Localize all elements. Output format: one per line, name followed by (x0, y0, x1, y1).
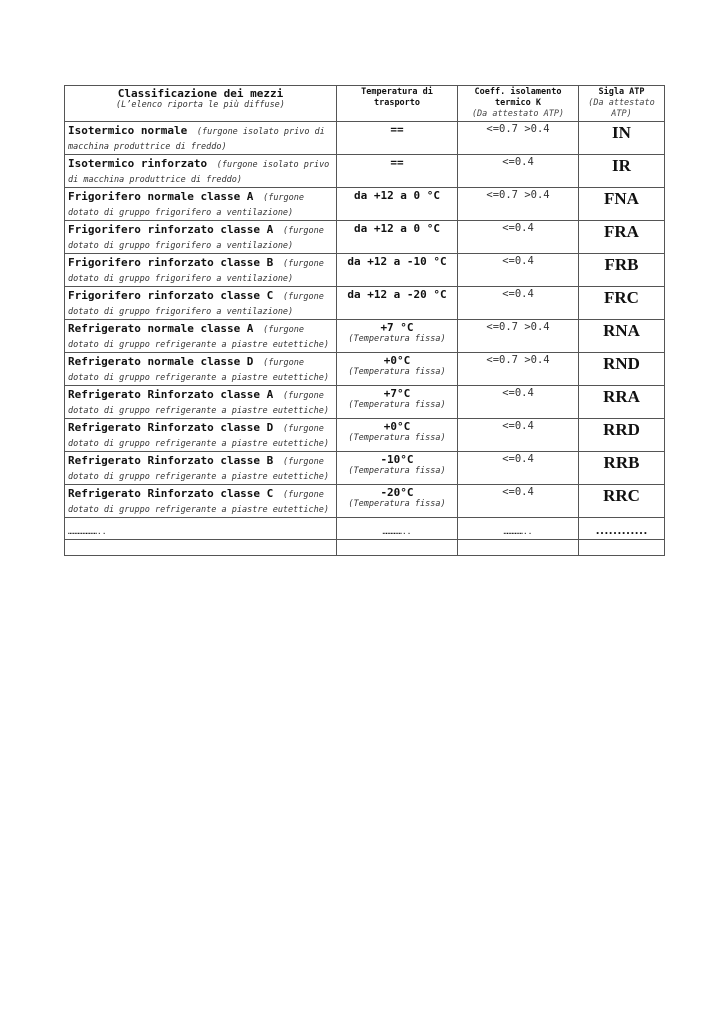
table-row (65, 122, 665, 155)
cell-coefficient (458, 221, 579, 254)
cell-classification (65, 419, 337, 452)
class-description: (furgone dotato di gruppo frigorifero a ventilazione) (68, 193, 305, 218)
class-name: Frigorifero rinforzato classe A (68, 223, 274, 236)
class-name: Frigorifero rinforzato classe B (68, 256, 274, 269)
empty-cell (458, 540, 579, 556)
sigla-code: FRB (604, 255, 639, 274)
table-row (65, 287, 665, 320)
empty-cell (579, 540, 665, 556)
cell-sigla (579, 386, 665, 419)
cell-temperature (337, 353, 458, 386)
cell-coefficient (458, 386, 579, 419)
table-body (65, 122, 665, 518)
temperature-value: == (390, 156, 404, 169)
class-description: (furgone dotato di gruppo refrigerante a piastre eutettiche) (68, 391, 329, 416)
class-description: (furgone dotato di gruppo refrigerante a piastre eutettiche) (68, 490, 329, 515)
cell-temperature (337, 221, 458, 254)
sigla-code: IN (612, 123, 631, 142)
cell-sigla (579, 221, 665, 254)
temperature-value: da +12 a -20 °C (347, 288, 447, 301)
temperature-value: -10°C (380, 453, 414, 466)
cell-coefficient (458, 188, 579, 221)
class-name: Frigorifero normale classe A (68, 190, 254, 203)
header-sigla-label: Sigla ATP (598, 87, 645, 97)
ellipsis-cell-coefficient (458, 518, 579, 540)
header-sigla-note: (Da attestato ATP) (588, 98, 655, 119)
class-name: Frigorifero rinforzato classe C (68, 289, 274, 302)
cell-coefficient (458, 287, 579, 320)
table-row (65, 320, 665, 353)
coefficient-value: <=0.4 (502, 288, 534, 300)
header-coefficient (458, 86, 579, 122)
cell-temperature (337, 419, 458, 452)
cell-classification (65, 122, 337, 155)
cell-coefficient (458, 485, 579, 518)
table-row (65, 485, 665, 518)
temperature-value: da +12 a 0 °C (353, 222, 441, 235)
cell-coefficient (458, 155, 579, 188)
header-coefficient-label: Coeff. isolamento termico K (474, 87, 562, 108)
table-row (65, 386, 665, 419)
cell-temperature (337, 320, 458, 353)
temperature-note: (Temperatura fissa) (348, 433, 446, 443)
cell-sigla (579, 419, 665, 452)
class-description: (furgone dotato di gruppo refrigerante a piastre eutettiche) (68, 424, 329, 449)
class-name: Refrigerato Rinforzato classe A (68, 388, 274, 401)
sigla-code: FRA (604, 222, 639, 241)
header-coefficient-note: (Da attestato ATP) (471, 109, 565, 119)
coefficient-value: <=0.4 (502, 387, 534, 399)
temperature-value: +7°C (383, 387, 411, 400)
ellipsis-text: ………….. (382, 527, 412, 536)
sigla-code: RRD (603, 420, 640, 439)
temperature-note: (Temperatura fissa) (348, 367, 446, 377)
temperature-value: da +12 a -10 °C (347, 255, 447, 268)
cell-temperature (337, 452, 458, 485)
temperature-value: == (390, 123, 404, 136)
class-description: (furgone dotato di gruppo refrigerante a piastre eutettiche) (68, 457, 329, 482)
temperature-value: +0°C (383, 354, 411, 367)
empty-cell (337, 540, 458, 556)
header-classification-subtitle: (L’elenco riporta le più diffuse) (116, 100, 285, 110)
temperature-note: (Temperatura fissa) (348, 499, 446, 509)
sigla-code: FNA (604, 189, 639, 208)
table-row (65, 254, 665, 287)
cell-temperature (337, 386, 458, 419)
coefficient-value: <=0.4 (502, 222, 534, 234)
table-header-row (65, 86, 665, 122)
ellipsis-text: ………….. (503, 527, 533, 536)
ellipsis-cell-sigla (579, 518, 665, 540)
class-name: Refrigerato Rinforzato classe D (68, 421, 274, 434)
cell-temperature (337, 254, 458, 287)
class-name: Isotermico rinforzato (68, 157, 208, 170)
temperature-value: +7 °C (380, 321, 414, 334)
cell-sigla (579, 155, 665, 188)
cell-classification (65, 320, 337, 353)
class-description: (furgone dotato di gruppo refrigerante a piastre eutettiche) (68, 325, 329, 350)
cell-temperature (337, 122, 458, 155)
coefficient-value: <=0.7 >0.4 (486, 354, 550, 366)
temperature-value: +0°C (383, 420, 411, 433)
cell-temperature (337, 485, 458, 518)
sigla-code: RNA (603, 321, 640, 340)
cell-temperature (337, 188, 458, 221)
cell-classification (65, 221, 337, 254)
temperature-value: -20°C (380, 486, 414, 499)
header-classification (65, 86, 337, 122)
cell-sigla (579, 485, 665, 518)
table-row (65, 155, 665, 188)
header-sigla (579, 86, 665, 122)
class-description: (furgone isolato privo di macchina produttrice di freddo) (68, 127, 325, 152)
coefficient-value: <=0.4 (502, 255, 534, 267)
class-name: Refrigerato Rinforzato classe C (68, 487, 274, 500)
sigla-code: RND (603, 354, 640, 373)
cell-classification (65, 254, 337, 287)
cell-classification (65, 452, 337, 485)
table-row (65, 221, 665, 254)
cell-sigla (579, 452, 665, 485)
table-row (65, 452, 665, 485)
coefficient-value: <=0.4 (502, 156, 534, 168)
coefficient-value: <=0.4 (502, 420, 534, 432)
ellipsis-text: ……………….. (68, 527, 107, 536)
temperature-note: (Temperatura fissa) (348, 400, 446, 410)
cell-classification (65, 188, 337, 221)
cell-coefficient (458, 353, 579, 386)
cell-sigla (579, 122, 665, 155)
class-description: (furgone dotato di gruppo frigorifero a ventilazione) (68, 226, 324, 251)
atp-classification-table (64, 85, 665, 556)
cell-classification (65, 155, 337, 188)
ellipsis-text: ………… (595, 522, 648, 537)
cell-sigla (579, 320, 665, 353)
cell-coefficient (458, 254, 579, 287)
coefficient-value: <=0.7 >0.4 (486, 321, 550, 333)
cell-sigla (579, 353, 665, 386)
ellipsis-cell-temperature (337, 518, 458, 540)
cell-temperature (337, 287, 458, 320)
cell-coefficient (458, 320, 579, 353)
coefficient-value: <=0.7 >0.4 (486, 123, 550, 135)
cell-temperature (337, 155, 458, 188)
sigla-code: IR (612, 156, 631, 175)
cell-coefficient (458, 122, 579, 155)
sigla-code: RRB (603, 453, 640, 472)
coefficient-value: <=0.4 (502, 453, 534, 465)
class-name: Refrigerato normale classe D (68, 355, 254, 368)
table-row (65, 353, 665, 386)
empty-row (65, 540, 665, 556)
coefficient-value: <=0.4 (502, 486, 534, 498)
ellipsis-cell-classification (65, 518, 337, 540)
class-name: Refrigerato Rinforzato classe B (68, 454, 274, 467)
coefficient-value: <=0.7 >0.4 (486, 189, 550, 201)
sigla-code: RRA (603, 387, 640, 406)
temperature-note: (Temperatura fissa) (348, 466, 446, 476)
header-classification-title: Classificazione dei mezzi (117, 87, 284, 100)
cell-classification (65, 353, 337, 386)
cell-coefficient (458, 419, 579, 452)
class-description: (furgone dotato di gruppo refrigerante a piastre eutettiche) (68, 358, 329, 383)
cell-sigla (579, 287, 665, 320)
cell-sigla (579, 188, 665, 221)
cell-classification (65, 287, 337, 320)
temperature-value: da +12 a 0 °C (353, 189, 441, 202)
sigla-code: FRC (604, 288, 639, 307)
class-description: (furgone isolato privo di macchina produttrice di freddo) (68, 160, 330, 185)
cell-coefficient (458, 452, 579, 485)
temperature-note: (Temperatura fissa) (348, 334, 446, 344)
header-temperature (337, 86, 458, 122)
table-row (65, 188, 665, 221)
ellipsis-row (65, 518, 665, 540)
class-description: (furgone dotato di gruppo frigorifero a ventilazione) (68, 292, 324, 317)
cell-sigla (579, 254, 665, 287)
class-name: Isotermico normale (68, 124, 188, 137)
empty-cell (65, 540, 337, 556)
header-temperature-label: Temperatura di trasporto (361, 87, 433, 108)
class-name: Refrigerato normale classe A (68, 322, 254, 335)
cell-classification (65, 485, 337, 518)
cell-classification (65, 386, 337, 419)
class-description: (furgone dotato di gruppo frigorifero a ventilazione) (68, 259, 324, 284)
sigla-code: RRC (603, 486, 640, 505)
table-row (65, 419, 665, 452)
